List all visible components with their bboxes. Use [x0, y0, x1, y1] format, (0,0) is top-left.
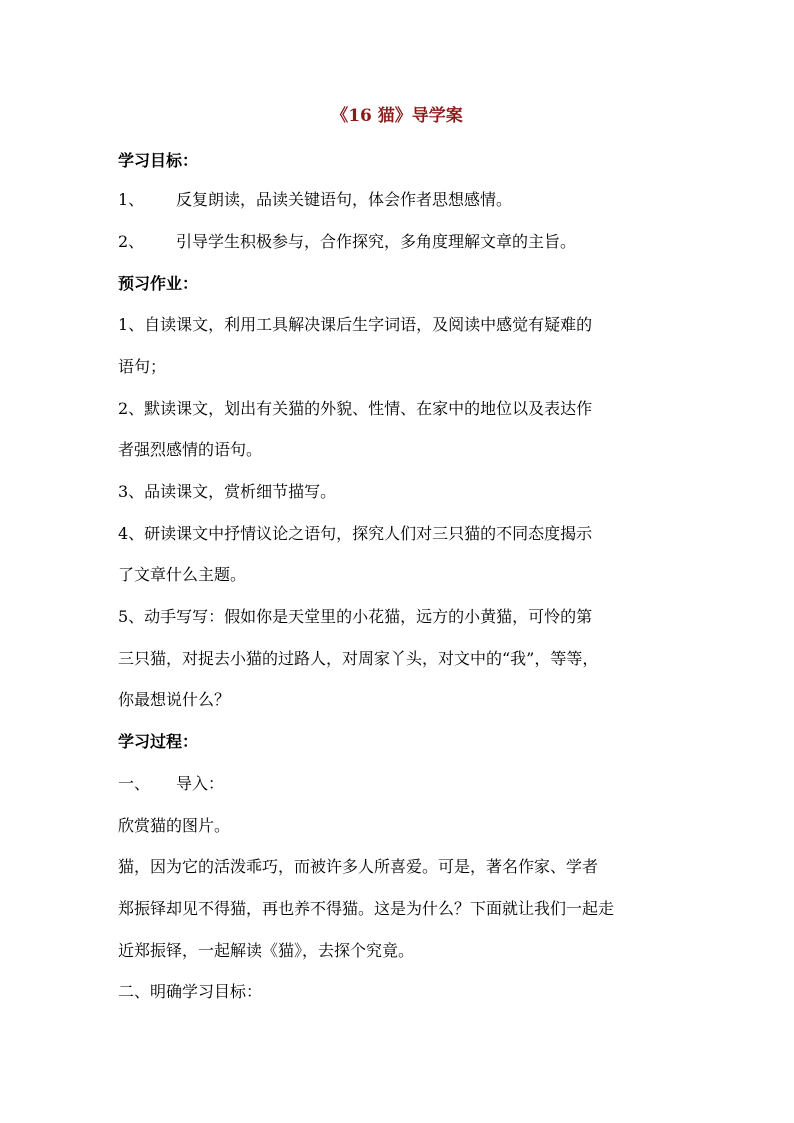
homework-2-line-2: 者强烈感情的语句。	[118, 440, 263, 459]
homework-5-line-1: 5、动手写写：假如你是天堂里的小花猫，远方的小黄猫，可怜的第	[118, 607, 593, 626]
step-2: 二、明确学习目标：	[118, 982, 263, 1001]
intro-line-1: 猫，因为它的活泼乖巧，而被许多人所喜爱。可是，著名作家、学者	[118, 857, 599, 876]
intro-line-3: 近郑振铎，一起解读《猫》，去探个究竟。	[118, 941, 415, 960]
goal-number-2: 2、	[118, 232, 145, 251]
step-1-text: 导入：	[176, 774, 225, 793]
intro-line-2: 郑振铎却见不得猫，再也养不得猫。这是为什么？下面就让我们一起走	[118, 899, 615, 918]
homework-4-line-2: 了文章什么主题。	[118, 565, 247, 584]
step-1	[118, 773, 224, 795]
section-heading-goals: 学习目标：	[118, 151, 199, 170]
step-1-number: 一、	[118, 774, 151, 793]
goal-item-2	[118, 231, 576, 253]
goal-number-1: 1、	[118, 190, 145, 209]
section-heading-process: 学习过程：	[118, 732, 199, 751]
document-title: 《16 猫》导学案	[331, 106, 463, 126]
goal-text-2: 引导学生积极参与，合作探究，多角度理解文章的主旨。	[176, 232, 577, 251]
homework-1-line-2: 语句；	[118, 357, 167, 376]
homework-1-line-1: 1、自读课文，利用工具解决课后生字词语，及阅读中感觉有疑难的	[118, 315, 593, 334]
goal-item-1	[118, 189, 512, 211]
appreciate-pictures: 欣赏猫的图片。	[118, 816, 231, 835]
homework-2-line-1: 2、默读课文，划出有关猫的外貌、性情、在家中的地位以及表达作	[118, 399, 593, 418]
homework-3: 3、品读课文，赏析细节描写。	[118, 482, 337, 501]
homework-5-line-2: 三只猫，对捉去小猫的过路人，对周家丫头，对文中的“我”，等等，	[118, 649, 599, 668]
section-heading-preview: 预习作业：	[118, 274, 199, 293]
homework-5-line-3: 你最想说什么？	[118, 690, 231, 709]
homework-4-line-1: 4、研读课文中抒情议论之语句，探究人们对三只猫的不同态度揭示	[118, 524, 593, 543]
goal-text-1: 反复朗读，品读关键语句，体会作者思想感情。	[176, 190, 513, 209]
